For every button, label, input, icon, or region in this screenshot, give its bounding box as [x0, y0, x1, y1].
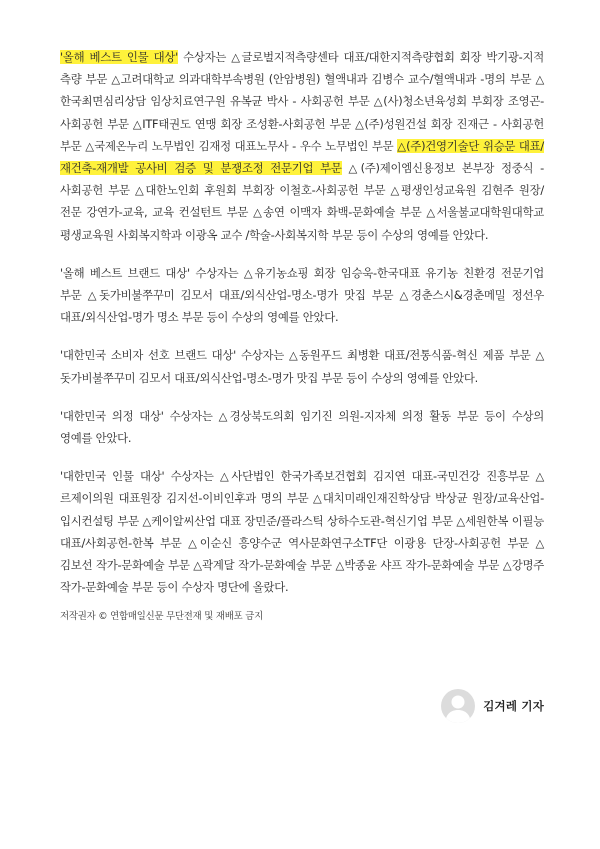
paragraph-text: 수상자는 △글로벌지적측량센타 대표/대한지적측량협회 회장 박기광-지적 측량 부문 △고려대학교 의과대학부속병원 (안암병원) 혈액내과 김병수 교수/혈액내과 -명의 부문 △한국최면심리상담 임상치료연구원 유복균 박사 - 사회공헌 부문 △(사)청소년육성회 부회장 조영곤-사회공헌 부문 △ITF태권도 연맹 회장 조성환-사회공헌 부문 △(주)성원건설 회장 진재근 - 사회공헌 부문 △국제온누리 노무법인 김재정 대표노무사 - 우수 노무법인 부문 — [60, 50, 544, 153]
paragraph-consumer-brand — [60, 344, 544, 388]
paragraph-korea-person — [60, 465, 544, 598]
highlight-company: △(주)건영기술단 위승문 대표/재건축-재개발 공사비 검증 및 분쟁조정 전문기업 부문 — [60, 138, 545, 176]
paragraph-text: '올해 베스트 브랜드 대상' 수상자는 △유기농쇼핑 회장 임승욱-한국대표 유기농 친환경 전문기업 부문 △돗가비불쭈꾸미 김모서 대표/외식산업-명소-명가 맛집 부문 △경춘스시&경춘메밀 정선우 대표/외식산업-명가 명소 부문 등이 수상의 영예를 안았다. — [60, 265, 544, 325]
paragraph-legislative-award — [60, 405, 544, 449]
paragraph-text: △(주)제이엠신용정보 본부장 정중식 - 사회공헌 부문 △대한노인회 후원회 부회장 이철호-사회공헌 부문 △평생인성교육원 김현주 원장/전문 강연가-교육, 교육 컨설턴트 부문 △송연 이맥자 화백-문화예술 부문 △서울불교대학원대학교 평생교육원 사회복지학과 이광옥 교수 /학술-사회복지학 부문 등이 수상의 영예를 안았다. — [60, 161, 544, 242]
paragraph-best-brand — [60, 262, 544, 329]
paragraph-best-person — [60, 46, 544, 246]
copyright-notice: 저작권자 © 연합매일신문 무단전재 및 재배포 금지 — [60, 611, 263, 623]
reporter-name[interactable]: 김겨레 기자 — [483, 699, 544, 713]
article-body — [60, 46, 544, 622]
user-avatar-icon — [441, 689, 475, 723]
paragraph-text: '대한민국 소비자 선호 브랜드 대상' 수상자는 △동원푸드 최병환 대표/전통식품-혁신 제품 부문 △돗가비불쭈꾸미 김모서 대표/외식산업-명소-명가 맛집 부문 등이 수상의 영예를 안았다. — [60, 348, 544, 385]
paragraph-text: '대한민국 인물 대상' 수상자는 △사단법인 한국가족보건협회 김지연 대표-국민건강 진흥부문 △르제이의원 대표원장 김지선-이비인후과 명의 부문 △대치미래인재진학상담 박상균 원장/교육산업-입시컨설팅 부문 △케이알씨산업 대표 장민준/플라스틱 상하수도관-혁신기업 부문 △세원한복 이필능 대표/사회공헌-한복 부문 △이순신 흥양수군 역사문화연구소TF단 이광용 단장-사회공헌 부문 △김보선 작가-문화예술 부문 △곽계달 작가-문화예술 부문 △박종윤 샤프 작가-문화예술 부문 △강명주 작가-문화예술 부문 등이 수상자 명단에 올랐다. — [60, 469, 544, 595]
reporter-byline[interactable] — [441, 689, 544, 723]
highlight-award-title: '올해 베스트 인물 대상' — [60, 50, 178, 64]
paragraph-text: '대한민국 의정 대상' 수상자는 △경상북도의회 임기진 의원-지자체 의정 활동 부문 등이 수상의 영예를 안았다. — [60, 408, 544, 446]
